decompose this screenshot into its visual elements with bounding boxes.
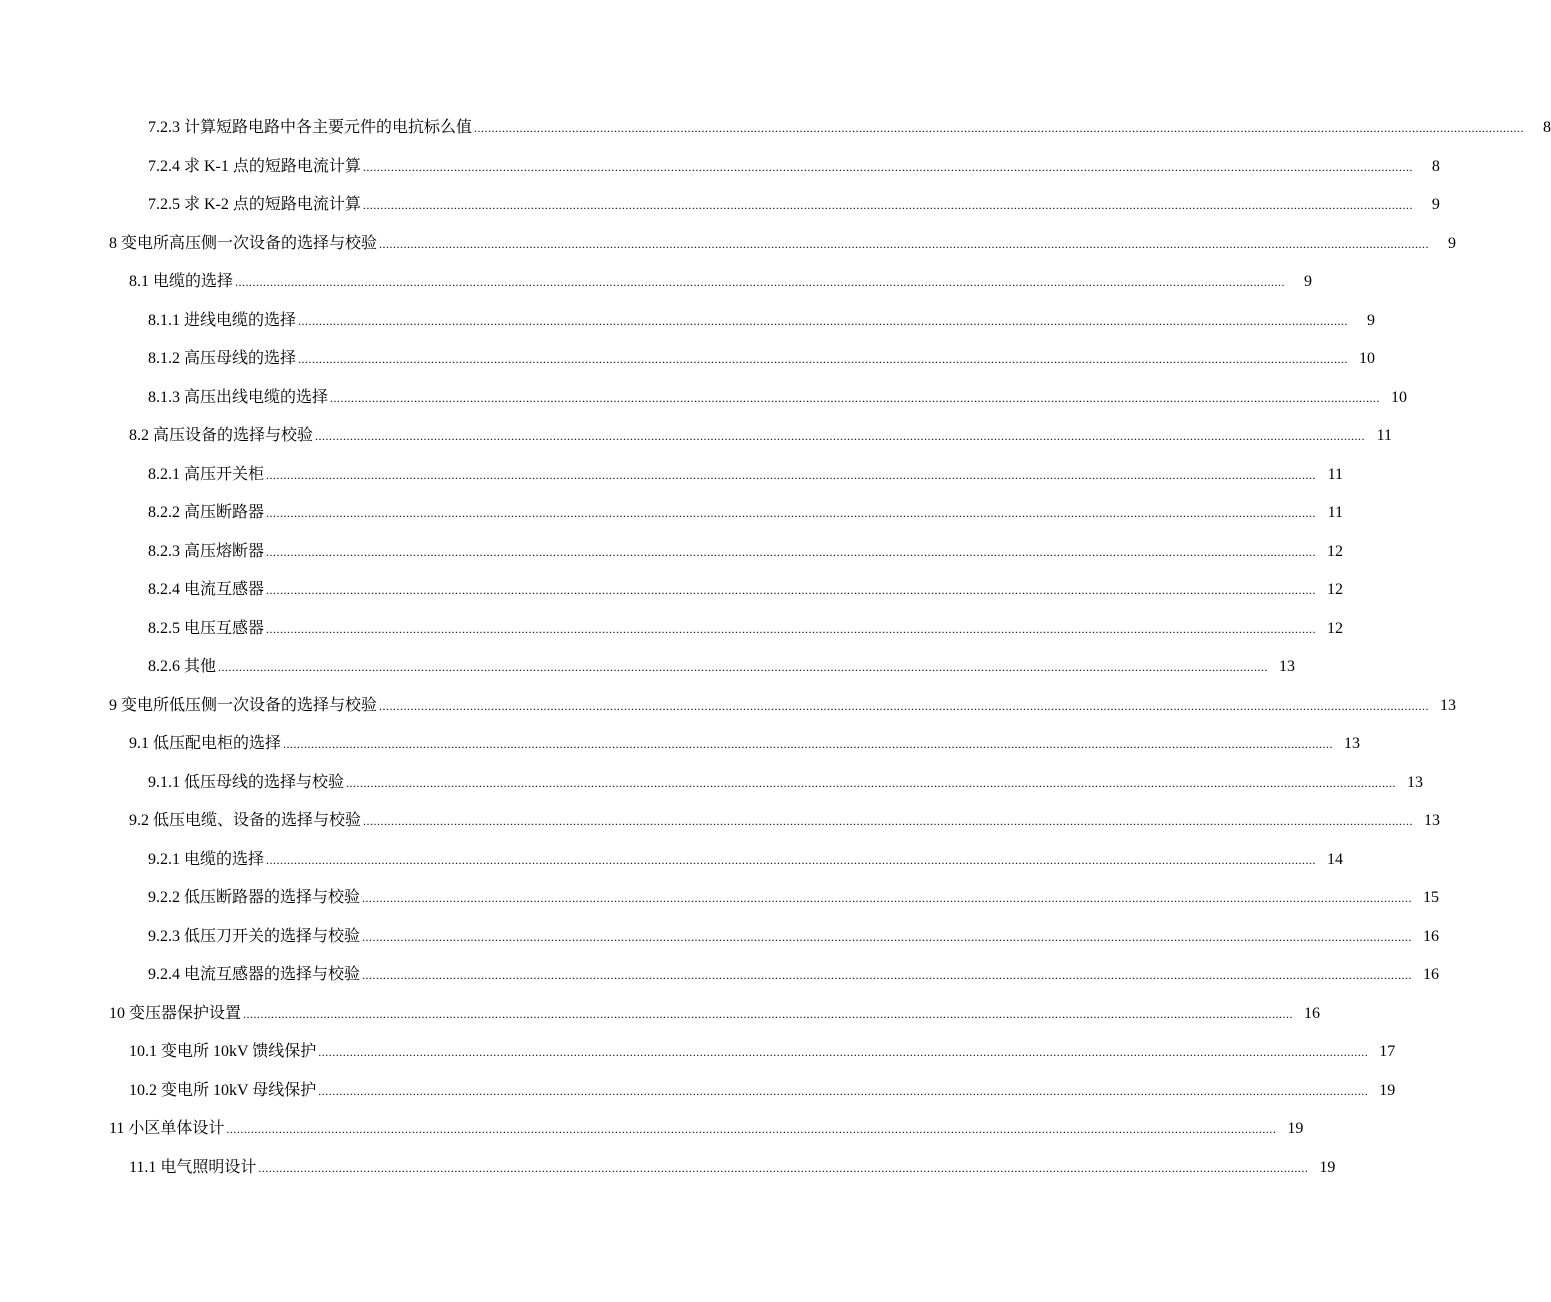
toc-dot-leader: ............................................................................................................................................................................................................................................................................................................: [330, 390, 1381, 405]
toc-entry-title: 9.2.3 低压刀开关的选择与校验: [148, 927, 361, 945]
toc-dot-leader: ............................................................................................................................................................................................................................................................................................................: [266, 467, 1317, 482]
toc-entry-title: 10.2 变电所 10kV 母线保护: [129, 1081, 317, 1099]
toc-entry-title: 9.2.4 电流互感器的选择与校验: [148, 966, 361, 983]
toc-page-number: 9: [1367, 311, 1376, 329]
toc-entry[interactable]: [0, 732, 1361, 771]
toc-entry-title: 8.2.1 高压开关柜: [148, 465, 265, 483]
toc-entry[interactable]: [0, 655, 1296, 694]
toc-page-number: 19: [1287, 1120, 1304, 1137]
toc-page-number: 16: [1304, 1004, 1321, 1022]
toc-page-number: 14: [1327, 850, 1344, 868]
toc-entry-title: 9.1.1 低压母线的选择与校验: [148, 773, 345, 791]
toc-entry[interactable]: [0, 1002, 1321, 1041]
toc-page-number: 9: [1448, 234, 1457, 252]
toc-entry[interactable]: [0, 270, 1313, 309]
toc-entry[interactable]: [0, 232, 1457, 271]
toc-page-number: 16: [1423, 966, 1440, 983]
toc-page-number: 19: [1319, 1158, 1336, 1176]
toc-entry-title: 9.2.2 低压断路器的选择与校验: [148, 889, 361, 906]
toc-entry[interactable]: [0, 116, 1551, 155]
toc-dot-leader: ............................................................................................................................................................................................................................................................................................................: [283, 737, 1334, 751]
toc-page-number: 13: [1407, 773, 1424, 791]
toc-page-number: 11: [1376, 427, 1393, 444]
toc-entry-title: 9.2 低压电缆、设备的选择与校验: [129, 812, 362, 829]
toc-entry[interactable]: [0, 578, 1344, 617]
toc-entry-title: 7.2.3 计算短路电路中各主要元件的电抗标么值: [148, 119, 473, 136]
toc-entry-title: 7.2.5 求 K-2 点的短路电流计算: [148, 196, 361, 213]
toc-dot-leader: ............................................................................................................................................................................................................................................................................................................: [363, 814, 1414, 828]
toc-entry[interactable]: [0, 1156, 1336, 1195]
toc-dot-leader: ............................................................................................................................................................................................................................................................................................................: [318, 1045, 1369, 1059]
table-of-contents: [0, 116, 1551, 1194]
toc-entry-title: 8.1.1 进线电缆的选择: [148, 311, 297, 329]
toc-entry[interactable]: [0, 193, 1440, 232]
toc-entry[interactable]: [0, 347, 1376, 386]
toc-entry[interactable]: [0, 463, 1344, 502]
toc-entry-title: 9.2.1 电缆的选择: [148, 850, 265, 868]
toc-entry[interactable]: [0, 925, 1440, 964]
toc-page-number: 16: [1423, 927, 1440, 945]
toc-dot-leader: ............................................................................................................................................................................................................................................................................................................: [362, 159, 1413, 174]
toc-page-number: 9: [1304, 273, 1313, 290]
toc-entry-title: 8.2.3 高压熔断器: [148, 542, 265, 560]
toc-entry[interactable]: [0, 540, 1344, 579]
toc-entry-title: 8.1 电缆的选择: [129, 273, 234, 290]
toc-dot-leader: ............................................................................................................................................................................................................................................................................................................: [362, 929, 1413, 944]
toc-page-number: 11: [1327, 465, 1344, 483]
toc-page-number: 13: [1440, 696, 1457, 714]
toc-page-number: 8: [1543, 119, 1551, 136]
toc-entry-title: 7.2.4 求 K-1 点的短路电流计算: [148, 157, 361, 175]
toc-page-number: 12: [1327, 542, 1344, 560]
toc-dot-leader: ............................................................................................................................................................................................................................................................................................................: [258, 1160, 1309, 1175]
toc-dot-leader: ............................................................................................................................................................................................................................................................................................................: [226, 1122, 1277, 1136]
toc-entry[interactable]: [0, 1117, 1304, 1156]
toc-dot-leader: ............................................................................................................................................................................................................................................................................................................: [235, 275, 1286, 289]
toc-entry[interactable]: [0, 309, 1376, 348]
toc-page-number: 10: [1391, 388, 1408, 406]
toc-entry-title: 8.2.6 其他: [148, 658, 217, 675]
toc-dot-leader: ............................................................................................................................................................................................................................................................................................................: [243, 1006, 1294, 1021]
toc-page-number: 11: [1327, 504, 1344, 521]
toc-entry[interactable]: [0, 501, 1344, 540]
toc-dot-leader: ............................................................................................................................................................................................................................................................................................................: [379, 236, 1430, 251]
toc-entry[interactable]: [0, 771, 1424, 810]
toc-dot-leader: ............................................................................................................................................................................................................................................................................................................: [266, 621, 1317, 636]
toc-dot-leader: ............................................................................................................................................................................................................................................................................................................: [362, 198, 1413, 212]
toc-dot-leader: ............................................................................................................................................................................................................................................................................................................: [266, 583, 1317, 597]
toc-dot-leader: ............................................................................................................................................................................................................................................................................................................: [379, 698, 1430, 713]
toc-entry-title: 9.1 低压配电柜的选择: [129, 735, 282, 752]
toc-entry-title: 8.2.4 电流互感器: [148, 581, 265, 598]
toc-page-number: 19: [1379, 1081, 1396, 1099]
toc-dot-leader: ............................................................................................................................................................................................................................................................................................................: [298, 313, 1349, 328]
toc-entry[interactable]: [0, 886, 1440, 925]
toc-dot-leader: ............................................................................................................................................................................................................................................................................................................: [318, 1083, 1369, 1098]
toc-entry-title: 10 变压器保护设置: [109, 1004, 242, 1022]
toc-page-number: 15: [1423, 889, 1440, 906]
toc-page-number: 13: [1279, 658, 1296, 675]
toc-page-number: 12: [1327, 581, 1344, 598]
toc-dot-leader: ............................................................................................................................................................................................................................................................................................................: [346, 775, 1397, 790]
toc-entry-title: 8.2.2 高压断路器: [148, 504, 265, 521]
toc-page-number: 17: [1379, 1043, 1396, 1060]
toc-entry-title: 11.1 电气照明设计: [129, 1158, 257, 1176]
toc-entry[interactable]: [0, 386, 1408, 425]
toc-entry[interactable]: [0, 963, 1440, 1002]
toc-dot-leader: ............................................................................................................................................................................................................................................................................................................: [362, 968, 1413, 982]
toc-entry[interactable]: [0, 1040, 1396, 1079]
toc-page-number: 9: [1431, 196, 1440, 213]
toc-dot-leader: ............................................................................................................................................................................................................................................................................................................: [474, 121, 1525, 135]
toc-entry[interactable]: [0, 694, 1457, 733]
toc-dot-leader: ............................................................................................................................................................................................................................................................................................................: [298, 352, 1349, 366]
toc-entry-title: 8.1.3 高压出线电缆的选择: [148, 388, 329, 406]
toc-entry-title: 8.2 高压设备的选择与校验: [129, 427, 314, 444]
toc-dot-leader: ............................................................................................................................................................................................................................................................................................................: [266, 852, 1317, 867]
toc-page-number: 13: [1424, 812, 1441, 829]
toc-entry-title: 11 小区单体设计: [109, 1120, 225, 1137]
toc-entry[interactable]: [0, 617, 1344, 656]
toc-entry-title: 8.2.5 电压互感器: [148, 619, 265, 637]
toc-entry[interactable]: [0, 1079, 1396, 1118]
toc-entry-title: 10.1 变电所 10kV 馈线保护: [129, 1043, 317, 1060]
toc-page-number: 13: [1344, 735, 1361, 752]
toc-page-number: 12: [1327, 619, 1344, 637]
toc-dot-leader: ............................................................................................................................................................................................................................................................................................................: [266, 544, 1317, 559]
toc-dot-leader: ............................................................................................................................................................................................................................................................................................................: [218, 660, 1269, 674]
toc-page-number: 10: [1359, 350, 1376, 367]
toc-dot-leader: ............................................................................................................................................................................................................................................................................................................: [266, 506, 1317, 520]
toc-entry-title: 8 变电所高压侧一次设备的选择与校验: [109, 234, 378, 252]
toc-entry[interactable]: [0, 809, 1441, 848]
toc-entry-title: 9 变电所低压侧一次设备的选择与校验: [109, 696, 378, 714]
toc-entry[interactable]: [0, 155, 1440, 194]
toc-entry[interactable]: [0, 848, 1344, 887]
toc-dot-leader: ............................................................................................................................................................................................................................................................................................................: [315, 429, 1366, 443]
toc-page-number: 8: [1431, 157, 1440, 175]
toc-entry[interactable]: [0, 424, 1393, 463]
toc-entry-title: 8.1.2 高压母线的选择: [148, 350, 297, 367]
toc-dot-leader: ............................................................................................................................................................................................................................................................................................................: [362, 891, 1413, 905]
